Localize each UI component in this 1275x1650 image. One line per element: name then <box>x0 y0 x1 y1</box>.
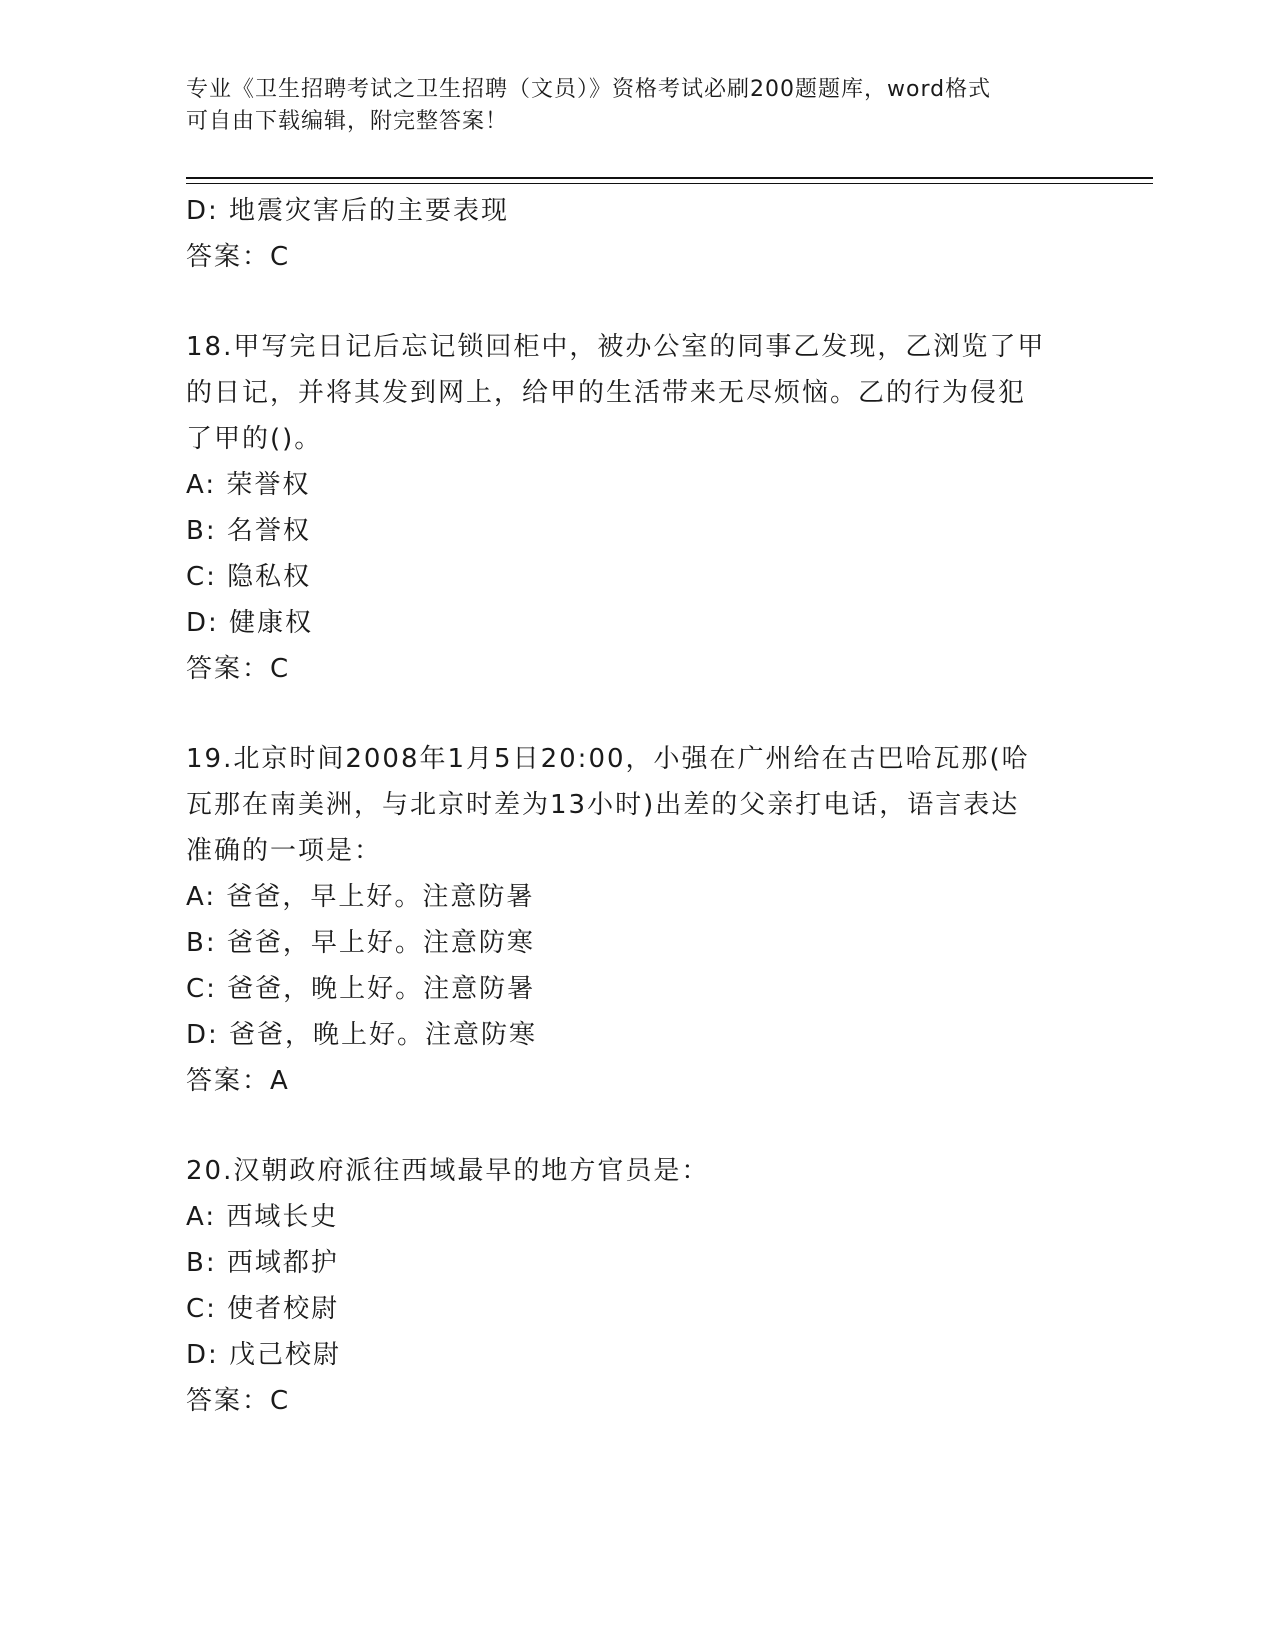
header-divider-bottom <box>186 183 1153 184</box>
question-20 <box>186 1148 1086 1424</box>
header-line-2: 可自由下载编辑，附完整答案！ <box>186 109 509 134</box>
question-18-option-c: C: 隐私权 <box>186 562 312 592</box>
question-20-option-a: A: 西域长史 <box>186 1202 339 1232</box>
question-18-option-b: B: 名誉权 <box>186 516 311 546</box>
question-19-line-1: 19.北京时间2008年1月5日20:00，小强在广州给在古巴哈瓦那(哈 <box>186 744 1030 774</box>
question-18-line-3: 了甲的()。 <box>186 424 323 454</box>
question-19-line-3: 准确的一项是： <box>186 836 383 866</box>
question-19-option-c: C: 爸爸，晚上好。注意防暑 <box>186 974 536 1004</box>
question-19-option-d: D: 爸爸，晚上好。注意防寒 <box>186 1020 538 1050</box>
question-18-option-a: A: 荣誉权 <box>186 470 311 500</box>
question-20-option-b: B: 西域都护 <box>186 1248 339 1278</box>
question-20-option-c: C: 使者校尉 <box>186 1294 340 1324</box>
question-20-line-1: 20.汉朝政府派往西域最早的地方官员是： <box>186 1156 710 1186</box>
question-20-option-d: D: 戊己校尉 <box>186 1340 342 1370</box>
question-18 <box>186 324 1086 692</box>
question-19-answer: 答案：A <box>186 1066 290 1096</box>
question-content <box>186 188 1086 1424</box>
question-19-option-a: A: 爸爸，早上好。注意防暑 <box>186 882 535 912</box>
question-19-option-b: B: 爸爸，早上好。注意防寒 <box>186 928 535 958</box>
question-19 <box>186 736 1086 1104</box>
prev-answer: 答案：C <box>186 242 291 272</box>
header-line-1: 专业《卫生招聘考试之卫生招聘（文员）》资格考试必刷200题题库，word格式 <box>186 77 992 102</box>
question-18-answer: 答案：C <box>186 654 291 684</box>
question-18-option-d: D: 健康权 <box>186 608 314 638</box>
header-divider-top <box>186 177 1153 179</box>
question-18-line-2: 的日记，并将其发到网上，给甲的生活带来无尽烦恼。乙的行为侵犯 <box>186 378 1027 408</box>
question-19-line-2: 瓦那在南美洲，与北京时差为13小时)出差的父亲打电话，语言表达 <box>186 790 1020 820</box>
prev-option-d: D: 地震灾害后的主要表现 <box>186 196 510 226</box>
question-18-line-1: 18.甲写完日记后忘记锁回柜中，被办公室的同事乙发现，乙浏览了甲 <box>186 332 1046 362</box>
document-header <box>186 74 1066 138</box>
question-20-answer: 答案：C <box>186 1386 291 1416</box>
